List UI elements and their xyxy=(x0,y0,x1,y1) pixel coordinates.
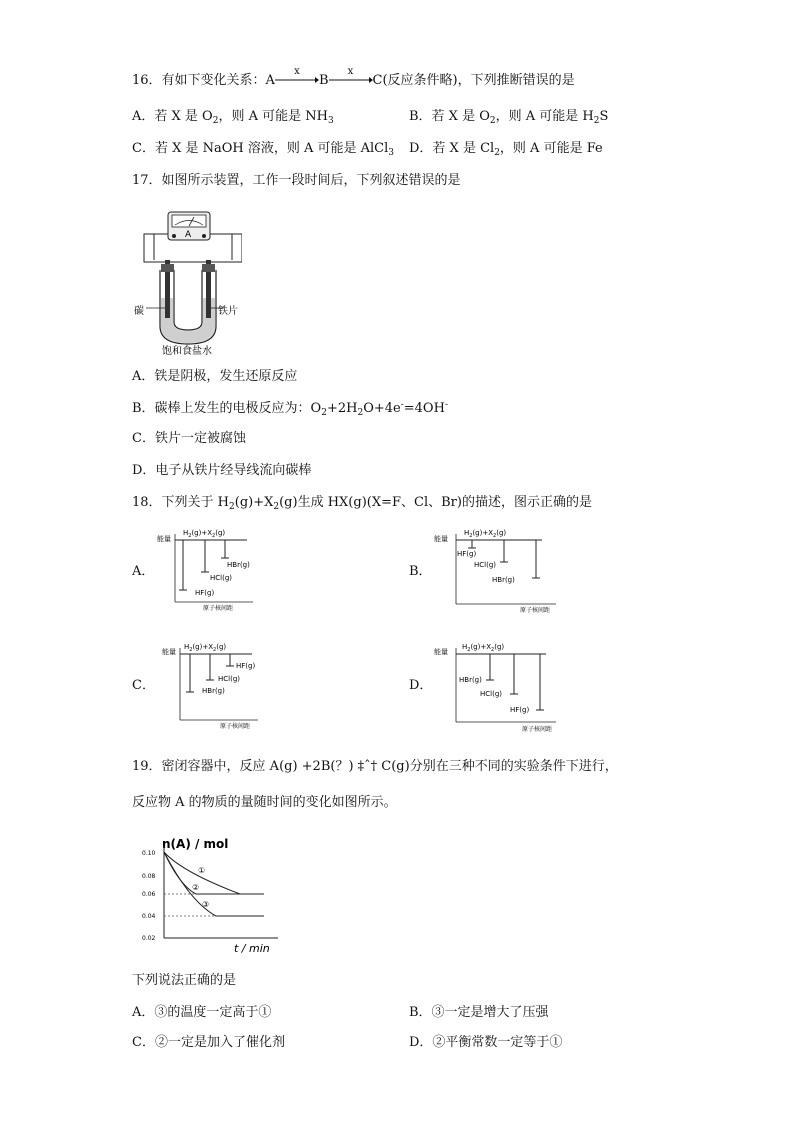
arrow-icon: x xyxy=(275,72,319,86)
iron-label: 铁片 xyxy=(218,306,238,317)
curve-label-2: ② xyxy=(192,883,200,892)
electrolysis-apparatus-figure xyxy=(132,198,242,358)
y-tick: 0.06 xyxy=(142,891,156,898)
equilibrium-arrow-icon: ‡ˆ† xyxy=(357,759,378,774)
q19-prompt: 下列说法正确的是 xyxy=(132,973,237,988)
curve-1 xyxy=(164,852,264,894)
q19-option-c[interactable]: C．②一定是加入了催化剂 xyxy=(132,1035,285,1050)
arrow-icon: x xyxy=(329,72,373,86)
y-tick: 0.08 xyxy=(142,873,156,880)
q19-stem-line2: 反应物 A 的物质的量随时间的变化如图所示。 xyxy=(132,795,397,810)
y-axis-label: 能量 xyxy=(162,648,176,656)
q17-option-b[interactable]: B．碳棒上发生的电极反应为：$O_2+2H_2O+4e^-=4OH^-$ xyxy=(132,400,448,418)
q16-stem: 16．有如下变化关系：A x B x C(反应条件略)，下列推断错误的是 xyxy=(132,66,575,88)
hcl-label: HCl(g) xyxy=(474,561,497,569)
y-tick: 0.10 xyxy=(142,850,156,857)
hf-label: HF(g) xyxy=(457,550,477,558)
y-axis-label: 能量 xyxy=(434,535,448,543)
reactant-label: $H_2(g)+X_2(g)$ xyxy=(184,643,227,653)
q18-option-c-label[interactable]: C． xyxy=(132,678,155,693)
energy-diagram-b[interactable] xyxy=(432,522,562,614)
x-axis-label: 原子核间距 xyxy=(520,607,551,614)
x-axis-label: 原子核间距 xyxy=(220,723,251,730)
q18-option-d-label[interactable]: D． xyxy=(409,678,433,693)
y-axis-label: 能量 xyxy=(157,535,171,543)
energy-diagram-c[interactable] xyxy=(160,638,270,730)
y-tick: 0.02 xyxy=(142,935,156,942)
q19-option-b[interactable]: B．③一定是增大了压强 xyxy=(409,1005,549,1020)
x-axis-label: 原子核间距 xyxy=(203,605,234,612)
hbr-label: HBr(g) xyxy=(202,687,225,695)
chart-y-label: n(A) / mol xyxy=(162,837,229,851)
q17-option-c[interactable]: C．铁片一定被腐蚀 xyxy=(132,431,246,446)
curve-2 xyxy=(164,852,264,894)
curve-label-1: ① xyxy=(198,866,206,875)
hbr-label: HBr(g) xyxy=(227,561,250,569)
hcl-label: HCl(g) xyxy=(218,675,241,683)
q18-stem: 18．下列关于 $H_2(g)+X_2(g)$生成 HX(g)(X=F、Cl、Br)的描述，图示正确的是 xyxy=(132,495,592,512)
q18-option-b-label[interactable]: B． xyxy=(409,564,432,579)
hcl-label: HCl(g) xyxy=(480,690,503,698)
q17-option-a[interactable]: A．铁是阴极，发生还原反应 xyxy=(132,369,298,384)
energy-diagram-a[interactable] xyxy=(155,522,265,614)
x-axis-label: 原子核间距 xyxy=(522,726,553,733)
meter-label: A xyxy=(185,230,192,240)
chart-x-label: t / min xyxy=(234,942,270,955)
reactant-label: $H_2(g)+X_2(g)$ xyxy=(462,643,505,653)
q16-option-a[interactable]: A．若 X 是 $O_2$，则 A 可能是 $NH_3$ xyxy=(132,109,334,126)
q16-option-d[interactable]: D．若 X 是 $Cl_2$，则 A 可能是 Fe xyxy=(409,141,603,158)
q19-option-d[interactable]: D．②平衡常数一定等于① xyxy=(409,1035,563,1050)
hcl-label: HCl(g) xyxy=(210,574,233,582)
q19-option-a[interactable]: A．③的温度一定高于① xyxy=(132,1005,272,1020)
n-a-time-chart xyxy=(142,828,282,956)
reactant-label: $H_2(g)+X_2(g)$ xyxy=(464,529,507,539)
q17-stem: 17．如图所示装置，工作一段时间后，下列叙述错误的是 xyxy=(132,173,461,188)
hf-label: HF(g) xyxy=(236,662,256,670)
q16-option-c[interactable]: C．若 X 是 NaOH 溶液，则 A 可能是 AlCl$_3$ xyxy=(132,141,395,158)
hf-label: HF(g) xyxy=(195,589,215,597)
y-tick: 0.04 xyxy=(142,913,156,920)
saltwater-label: 饱和食盐水 xyxy=(162,346,212,357)
hbr-label: HBr(g) xyxy=(492,576,515,584)
energy-diagram-d[interactable] xyxy=(432,638,562,736)
q18-option-a-label[interactable]: A． xyxy=(132,564,155,579)
q19-stem-line1: 19．密闭容器中，反应 A(g) +2B(？) ‡ˆ† C(g)分别在三种不同的实验条件下进行， xyxy=(132,759,618,774)
carbon-label: 碳 xyxy=(134,306,144,317)
curve-3 xyxy=(164,852,264,916)
y-axis-label: 能量 xyxy=(434,648,448,656)
curve-label-3: ③ xyxy=(202,900,210,909)
hbr-label: HBr(g) xyxy=(459,676,482,684)
reactant-label: $H_2(g)+X_2(g)$ xyxy=(183,529,226,539)
q16-option-b[interactable]: B．若 X 是 $O_2$，则 A 可能是 $H_2S$ xyxy=(409,109,609,126)
q17-option-d[interactable]: D．电子从铁片经导线流向碳棒 xyxy=(132,463,312,478)
hf-label: HF(g) xyxy=(510,706,530,714)
